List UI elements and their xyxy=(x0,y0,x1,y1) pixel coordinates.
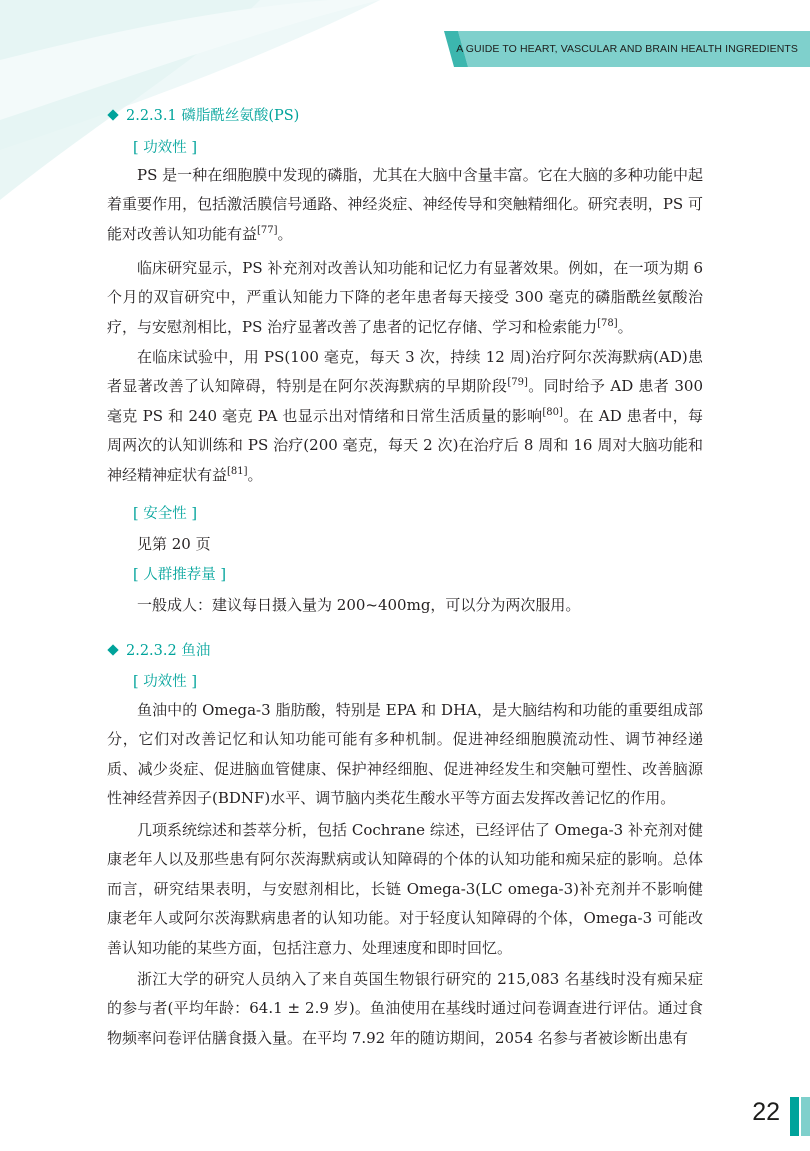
paragraph-end: 。 xyxy=(617,317,633,336)
efficacy-label: [ 功效性 ] xyxy=(133,140,198,156)
page-number: 22 xyxy=(752,1098,780,1126)
section-heading-text: 2.2.3.1 磷脂酰丝氨酸(PS) xyxy=(126,108,300,124)
paragraph-text: 浙江大学的研究人员纳入了来自英国生物银行研究的 215,083 名基线时没有痴呆症的参与者(平均年龄：64.1 ± 2.9 岁)。鱼油使用在基线时通过问卷调查进行评估。通过食物频率问卷评估膳食摄入量。在平均 7.92 年的随访期间，2054 名参与者被诊断出患有 xyxy=(107,970,703,1047)
paragraph-text: 临床研究显示，PS 补充剂对改善认知功能和记忆力有显著效果。例如，在一项为期 6 个月的双盲研究中，严重认知能力下降的老年患者每天接受 300 毫克的磷脂酰丝氨酸治疗，与安慰剂相比，PS 治疗显著改善了患者的记忆存储、学习和检索能力 xyxy=(107,259,703,336)
paragraph-text: 。同时给予 AD 患者 300 毫克 PS 和 240 毫克 PA 也显示出对情绪和日常生活质量的影响 xyxy=(107,377,703,425)
paragraph xyxy=(107,254,703,342)
section-heading-text: 2.2.3.2 鱼油 xyxy=(126,643,211,659)
paragraph-end: 。 xyxy=(277,224,293,243)
page-marker-bar-light xyxy=(801,1097,810,1136)
paragraph-end: 。 xyxy=(247,465,263,484)
safety-label: [ 安全性 ] xyxy=(133,506,198,522)
efficacy-label: [ 功效性 ] xyxy=(133,674,198,690)
citation: [81] xyxy=(227,465,248,477)
citation: [77] xyxy=(257,224,278,236)
section-heading-ps xyxy=(107,104,299,125)
paragraph xyxy=(107,161,703,249)
diamond-bullet-icon xyxy=(107,644,118,655)
citation: [80] xyxy=(542,406,563,418)
safety-text: 见第 20 页 xyxy=(137,535,211,553)
paragraph xyxy=(107,343,703,490)
header-band xyxy=(444,31,810,67)
dose-text: 一般成人：建议每日摄入量为 200~400mg，可以分为两次服用。 xyxy=(137,596,581,614)
paragraph xyxy=(107,965,703,1053)
diamond-bullet-icon xyxy=(107,109,118,120)
citation: [79] xyxy=(507,377,528,389)
paragraph-text: 鱼油中的 Omega-3 脂肪酸，特别是 EPA 和 DHA，是大脑结构和功能的重要组成部分，它们对改善记忆和认知功能可能有多种机制。促进神经细胞膜流动性、调节神经递质、减少炎症、促进脑血管健康、保护神经细胞、促进神经发生和突触可塑性、改善脑源性神经营养因子(BDNF)水平、调节脑内类花生酸水平等方面去发挥改善记忆的作用。 xyxy=(107,701,703,808)
paragraph-text: PS 是一种在细胞膜中发现的磷脂，尤其在大脑中含量丰富。它在大脑的多种功能中起着重要作用，包括激活膜信号通路、神经炎症、神经传导和突触精细化。研究表明，PS 可能对改善认知功能有益 xyxy=(107,166,703,243)
paragraph xyxy=(107,816,703,963)
paragraph-text: 在临床试验中，用 PS(100 毫克，每天 3 次，持续 12 周)治疗阿尔茨海默病(AD)患者显著改善了认知障碍，特别是在阿尔茨海默病的早期阶段 xyxy=(107,348,703,396)
section-heading-fish-oil xyxy=(107,639,210,660)
dose-label: [ 人群推荐量 ] xyxy=(133,567,227,583)
paragraph-text: 。在 AD 患者中，每周两次的认知训练和 PS 治疗(200 毫克，每天 2 次)在治疗后 8 周和 16 周对大脑功能和神经精神症状有益 xyxy=(107,406,703,484)
citation: [78] xyxy=(597,317,618,329)
page-marker-bar xyxy=(790,1097,799,1136)
paragraph-text: 几项系统综述和荟萃分析，包括 Cochrane 综述，已经评估了 Omega-3 补充剂对健康老年人以及那些患有阿尔茨海默病或认知障碍的个体的认知功能和痴呆症的影响。总体而言，研究结果表明，与安慰剂相比，长链 Omega-3(LC omega-3)补充剂并不影响健康老年人或阿尔茨海默病患者的认知功能。对于轻度认知障碍的个体，Omega-3 可能改善认知功能的某些方面，包括注意力、处理速度和即时回忆。 xyxy=(107,821,703,957)
paragraph xyxy=(107,696,703,814)
header-title: A GUIDE TO HEART, VASCULAR AND BRAIN HEALTH INGREDIENTS xyxy=(456,43,798,55)
